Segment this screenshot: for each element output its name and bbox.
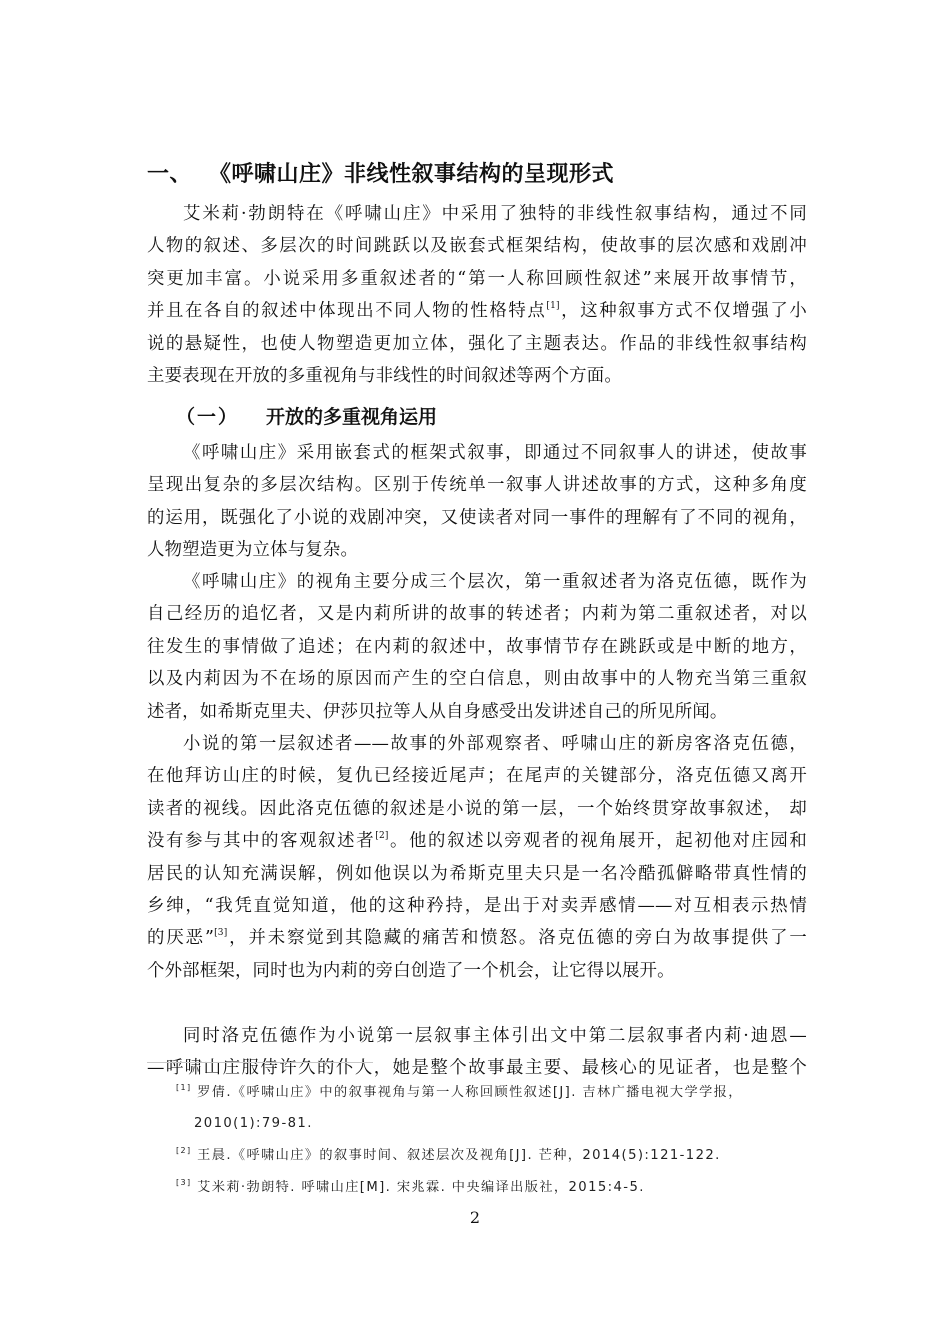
paragraph-line: 读者的视线。因此洛克伍德的叙述是小说的第一层，一个始终贯穿故事叙述， 却 (147, 798, 807, 819)
footnote-ref-2[interactable]: [2] (375, 831, 389, 842)
paragraph-line: 乡绅，“我凭直觉知道，他的这种矜持，是出于对卖弄感情——对互相表示热情 (147, 895, 807, 916)
subsection-title: 开放的多重视角运用 (266, 406, 438, 428)
paragraph-line: 自己经历的追忆者，又是内莉所讲的故事的转述者；内莉为第二重叙述者，对以 (147, 604, 807, 625)
footnote-3 (176, 1178, 816, 1198)
footnote-text-continuation: 2010(1):79-81. (194, 1116, 313, 1131)
footnote-mark: [3] (176, 1178, 192, 1187)
footnote-1 (176, 1083, 816, 1134)
paragraph-line: 《呼啸山庄》的视角主要分成三个层次，第一重叙述者为洛克伍德，既作为 (183, 572, 807, 592)
paragraph-line: 的运用，既强化了小说的戏剧冲突，又使读者对同一事件的理解有了不同的视角， (147, 507, 807, 528)
paragraph-levels (147, 566, 807, 728)
footnote-text: 王晨.《呼啸山庄》的叙事时间、叙述层次及视角[J]. 芒种，2014(5):121-122. (197, 1148, 721, 1163)
subsection-heading (176, 402, 676, 432)
footnote-text: 罗倩.《呼啸山庄》中的叙事视角与第一人称回顾性叙述[J]. 吉林广播电视大学学报， (197, 1085, 743, 1100)
paragraph-line (147, 295, 807, 327)
paragraph-line: 以及内莉因为不在场的原因而产生的空白信息，则由故事中的人物充当第三重叙 (147, 669, 807, 690)
paragraph-line: 呈现出复杂的多层次结构。区别于传统单一叙事人讲述故事的方式，这种多角度 (147, 475, 807, 496)
page-number: 2 (469, 1208, 481, 1227)
paragraph-lockwood (147, 728, 807, 987)
paragraph-line: 突更加丰富。小说采用多重叙述者的“第一人称回顾性叙述”来展开故事情节， (147, 268, 807, 289)
paragraph-line: 人物塑造更为立体与复杂。 (147, 540, 359, 561)
paragraph-line: —呼啸山庄服侍许久的仆人，她是整个故事最主要、最核心的见证者，也是整个 (147, 1058, 807, 1079)
paragraph-line: 述者，如希斯克里夫、伊莎贝拉等人从自身感受出发讲述自己的所见所闻。 (147, 701, 728, 722)
line-text: 的厌恶” (147, 928, 215, 949)
paragraph-line: 在他拜访山庄的时候，复仇已经接近尾声；在尾声的关键部分，洛克伍德又离开 (147, 766, 807, 787)
line-text: 。他的叙述以旁观者的视角展开，起初他对庄园和 (388, 831, 808, 852)
footnote-ref-3[interactable]: [3] (214, 928, 228, 939)
line-text: 没有参与其中的客观叙述者 (147, 831, 376, 852)
paragraph-line: 主要表现在开放的多重视角与非线性的时间叙述等两个方面。 (147, 365, 622, 386)
section-number: 一、 (147, 162, 193, 187)
paragraph-line (147, 922, 807, 954)
paragraph-line: 同时洛克伍德作为小说第一层叙事主体引出文中第二层叙事者内莉·迪恩— (183, 1026, 807, 1046)
paragraph-line (147, 825, 807, 857)
footnote-ref-1[interactable]: [1] (546, 301, 560, 312)
paragraph-line: 居民的认知充满误解，例如他误以为希斯克里夫只是一名冷酷孤僻略带真性情的 (147, 863, 807, 884)
line-text: ，并未察觉到其隐藏的痛苦和愤怒。洛克伍德的旁白为故事提供了一 (227, 928, 807, 949)
line-text: 并且在各自的叙述中体现出不同人物的性格特点 (147, 301, 547, 322)
paragraph-line: 小说的第一层叙述者——故事的外部观察者、呼啸山庄的新房客洛克伍德， (183, 734, 807, 754)
footnote-mark: [1] (176, 1083, 192, 1092)
footnote-2 (176, 1146, 816, 1166)
section-heading (147, 158, 827, 192)
paragraph-nelly (147, 1020, 807, 1085)
paragraph-line: 说的悬疑性，也使人物塑造更加立体，强化了主题表达。作品的非线性叙事结构 (147, 333, 807, 354)
footnote-text: 艾米莉·勃朗特. 呼啸山庄[M]. 宋兆霖. 中央编译出版社，2015:4-5. (197, 1180, 645, 1195)
paragraph-intro (147, 198, 807, 392)
footnote-mark: [2] (176, 1146, 192, 1155)
paragraph-framing (147, 437, 807, 567)
subsection-number: （一） (176, 406, 240, 428)
paragraph-line: 个外部框架，同时也为内莉的旁白创造了一个机会，让它得以展开。 (147, 960, 675, 981)
paragraph-line: 《呼啸山庄》采用嵌套式的框架式叙事，即通过不同叙事人的讲述，使故事 (183, 443, 807, 463)
paragraph-line: 往发生的事情做了追述；在内莉的叙述中，故事情节存在跳跃或是中断的地方， (147, 636, 807, 657)
section-title: 《呼啸山庄》非线性叙事结构的呈现形式 (209, 162, 615, 187)
footnote-divider (147, 1062, 373, 1063)
paragraph-line: 人物的叙述、多层次的时间跳跃以及嵌套式框架结构，使故事的层次感和戏剧冲 (147, 236, 807, 257)
line-text: ，这种叙事方式不仅增强了小 (559, 301, 807, 322)
paragraph-line: 艾米莉·勃朗特在《呼啸山庄》中采用了独特的非线性叙事结构，通过不同 (183, 204, 807, 224)
